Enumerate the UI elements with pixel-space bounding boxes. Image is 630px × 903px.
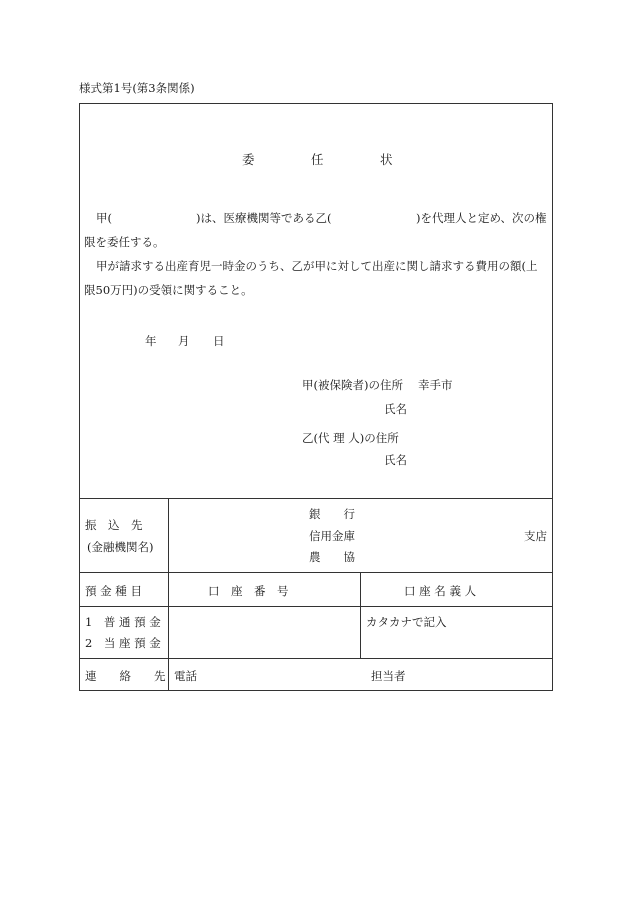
- title-char-1: 委: [242, 152, 255, 167]
- contact-label: 連 絡 先: [85, 669, 166, 683]
- insured-address-label: 甲(被保険者)の住所: [302, 378, 403, 392]
- body-line-4: 限50万円)の受領に関すること。: [84, 283, 253, 297]
- person-in-charge-label: 担当者: [371, 669, 406, 683]
- divider-deposit-header: [79, 572, 553, 573]
- account-holder-header: 口 座 名 義 人: [404, 584, 477, 598]
- title-char-2: 任: [311, 152, 324, 167]
- body-line-2: 限を委任する。: [84, 235, 165, 249]
- transfer-label: 振 込 先: [85, 518, 143, 532]
- date-year: 年: [145, 334, 157, 348]
- title-char-3: 状: [380, 152, 393, 167]
- body-line-1c: )を代理人と定め、次の権: [416, 211, 547, 225]
- phone-label: 電話: [174, 669, 197, 683]
- holder-katakana-note: カタカナで記入: [366, 615, 447, 629]
- deposit-type-header: 預 金 種 目: [85, 584, 142, 598]
- deposit-type-ordinary: 1 普 通 預 金: [85, 615, 161, 629]
- body-line-1a: 甲(: [96, 211, 112, 225]
- insured-city: 幸手市: [418, 378, 453, 392]
- agent-name-label: 氏名: [384, 453, 407, 467]
- date-day: 日: [213, 334, 225, 348]
- divider-holder-column: [360, 572, 361, 658]
- branch-label: 支店: [524, 529, 547, 543]
- divider-label-column: [168, 498, 169, 691]
- financial-institution-label: (金融機関名): [87, 540, 154, 554]
- bank-option-nokyo: 農 協: [309, 550, 355, 564]
- divider-contact: [79, 658, 553, 659]
- agent-address-label: 乙(代 理 人)の住所: [302, 431, 399, 445]
- divider-deposit-row: [79, 606, 553, 607]
- date-month: 月: [178, 334, 190, 348]
- bank-option-shinkin: 信用金庫: [309, 529, 355, 543]
- account-number-header: 口 座 番 号: [208, 584, 289, 598]
- insured-name-label: 氏名: [384, 402, 407, 416]
- form-number: 様式第1号(第3条関係): [79, 81, 195, 95]
- divider-bank-top: [79, 498, 553, 499]
- bank-option-ginko: 銀 行: [309, 507, 355, 521]
- body-line-3: 甲が請求する出産育児一時金のうち、乙が甲に対して出産に関し請求する費用の額(上: [96, 259, 538, 273]
- form-frame: [79, 103, 553, 691]
- deposit-type-current: 2 当 座 預 金: [85, 636, 161, 650]
- body-line-1b: )は、医療機関等である乙(: [196, 211, 332, 225]
